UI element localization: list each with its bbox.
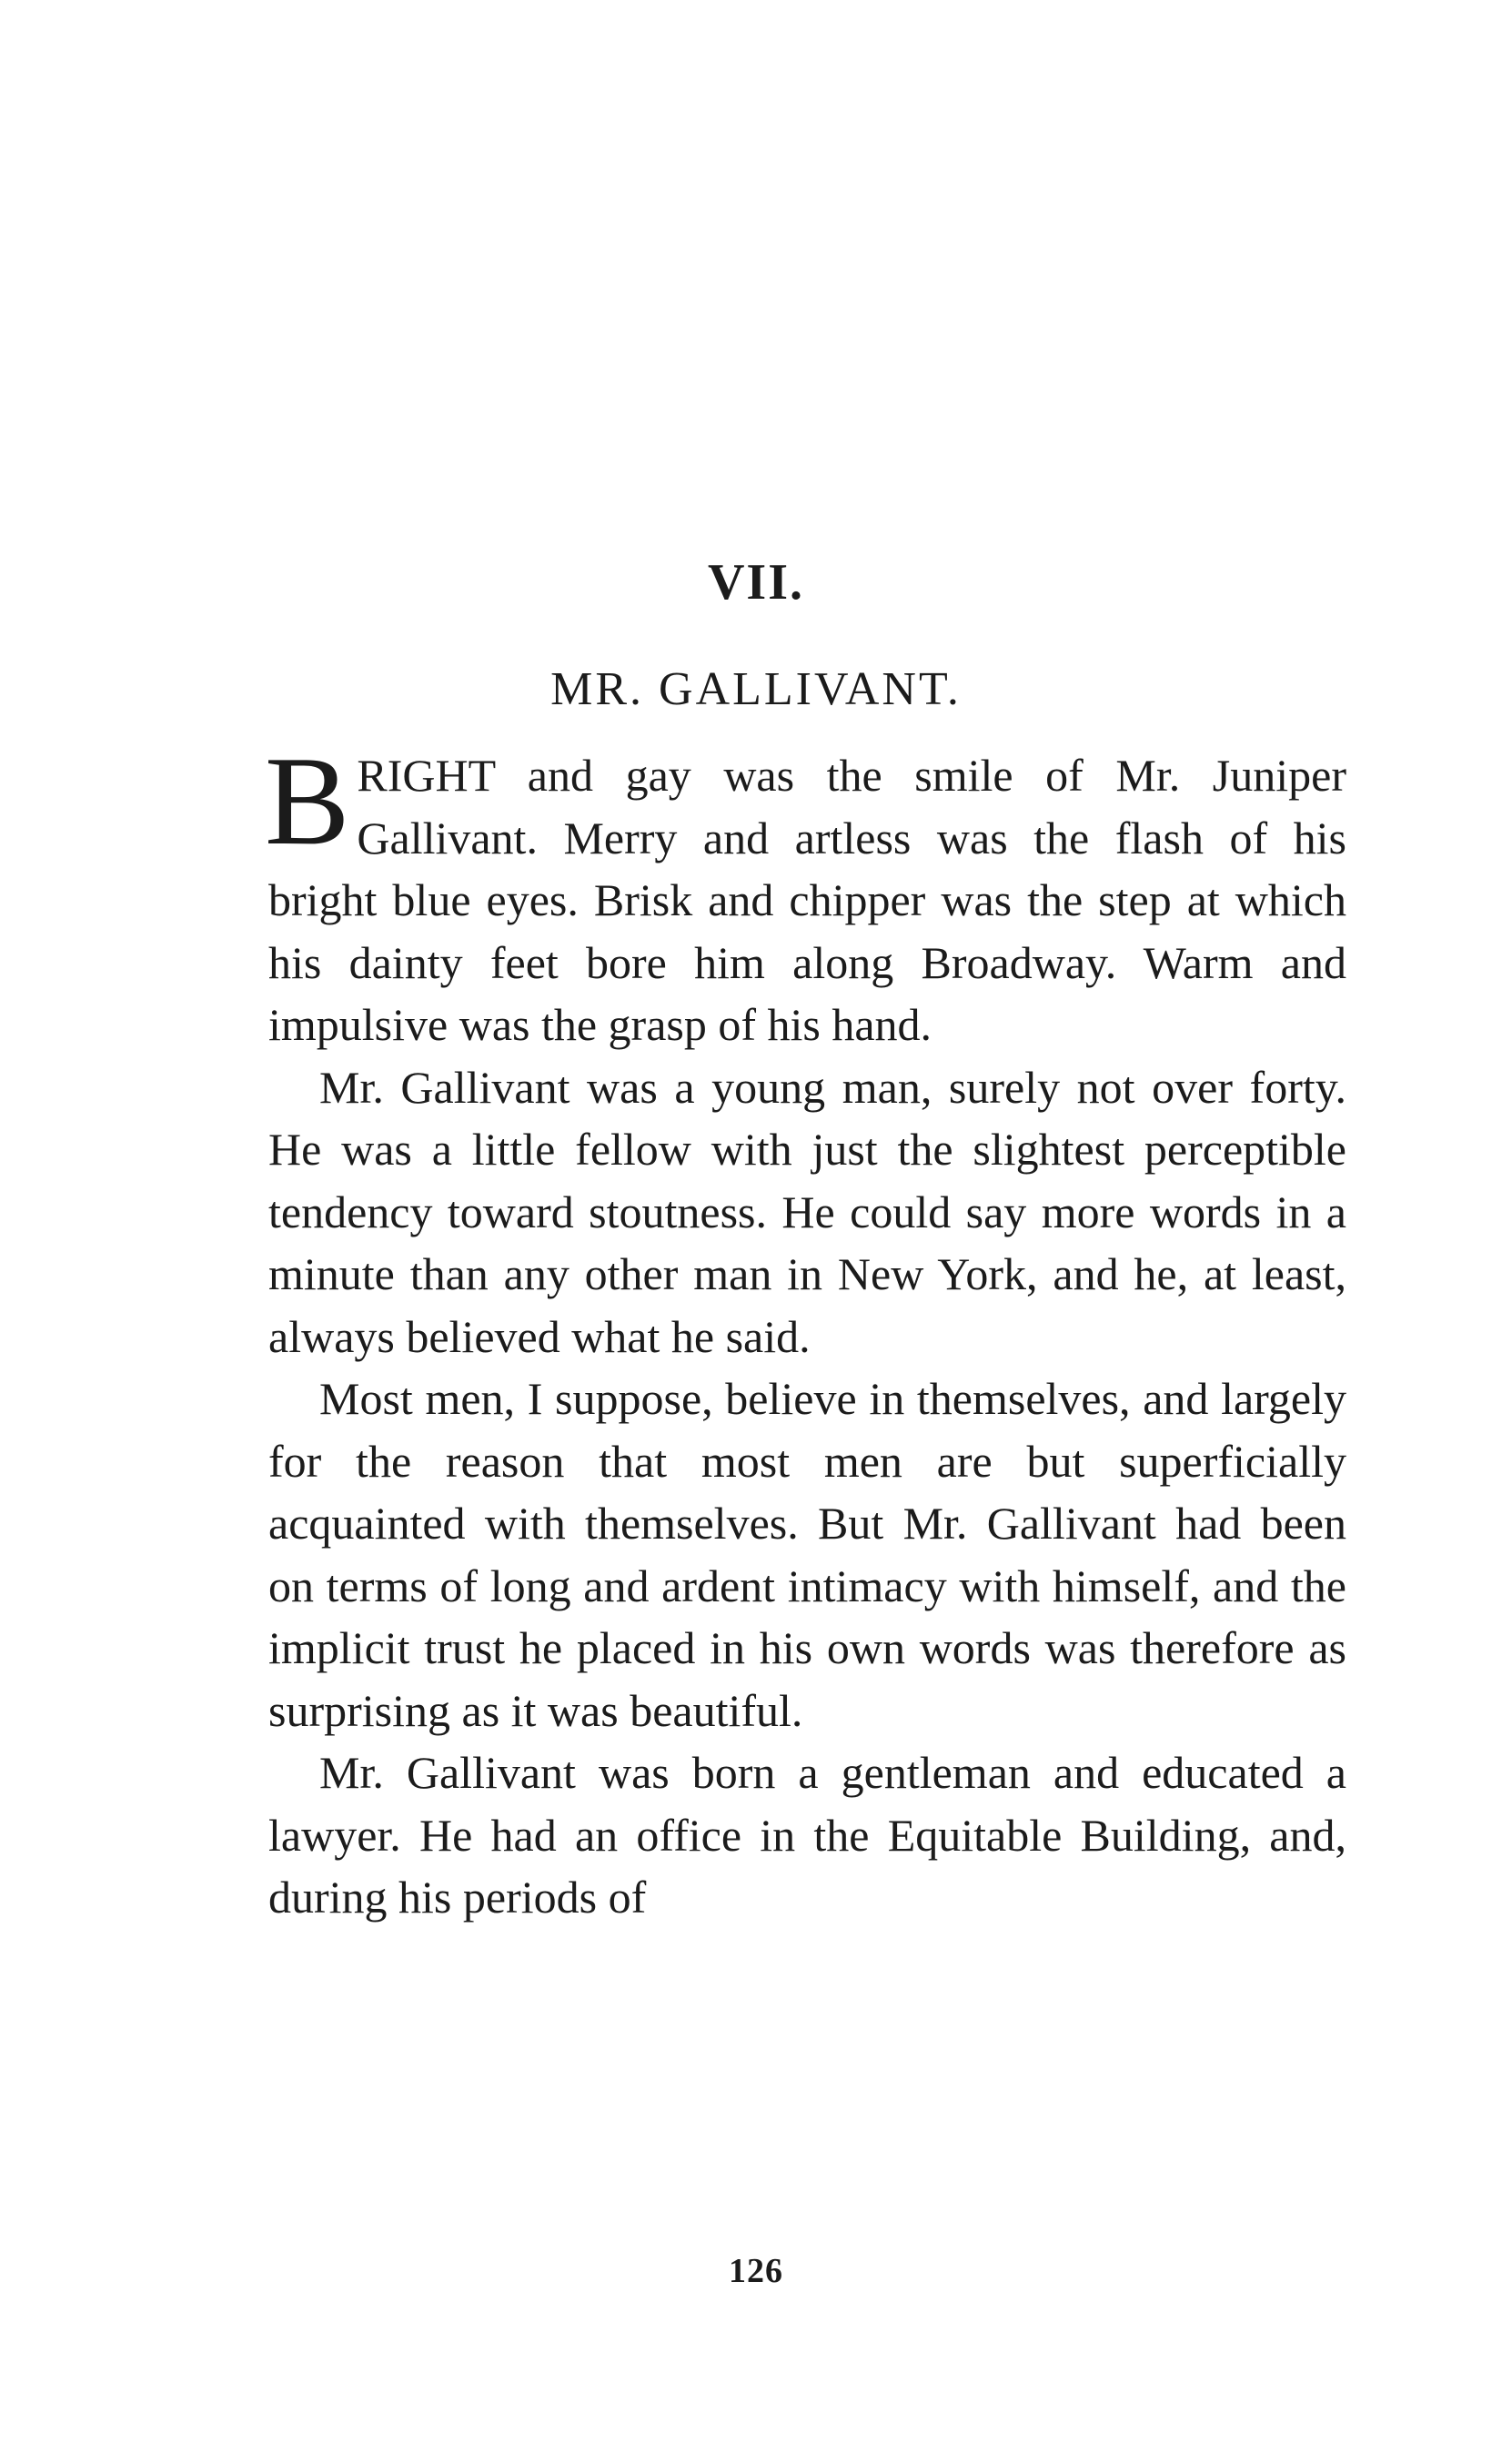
paragraph-3: Most men, I suppose, believe in themselves, and largely for the reason that most men are but superficially acquainted with themselves. But Mr. Gallivant had been on terms of long and ardent intimacy with himself, and the implicit trust he placed in his own words was therefore as surprising as it was beautiful.: [268, 1373, 1346, 1736]
drop-cap: B: [265, 731, 350, 872]
page-number: 126: [729, 2252, 783, 2290]
paragraph-1: [265, 731, 1346, 1056]
paragraph-4: Mr. Gallivant was born a gentleman and educated a lawyer. He had an office in the Equitable Building, and, during his periods of: [268, 1747, 1346, 1923]
paragraph-1-text: RIGHT and gay was the smile of Mr. Juniper Gallivant. Merry and artless was the flash of his bright blue eyes. Brisk and chipper was the step at which his dainty feet bore him along Broadway. Warm and impulsive was the grasp of his hand.: [268, 750, 1346, 1050]
paragraph-2: Mr. Gallivant was a young man, surely not over forty. He was a little fellow with just the slightest perceptible tendency toward stoutness. He could say more words in a minute than any other man in New York, and he, at least, always believed what he said.: [268, 1061, 1346, 1362]
chapter-number: VII.: [707, 554, 805, 611]
chapter-title: MR. GALLIVANT.: [550, 663, 962, 715]
body-text: [265, 731, 1346, 1929]
